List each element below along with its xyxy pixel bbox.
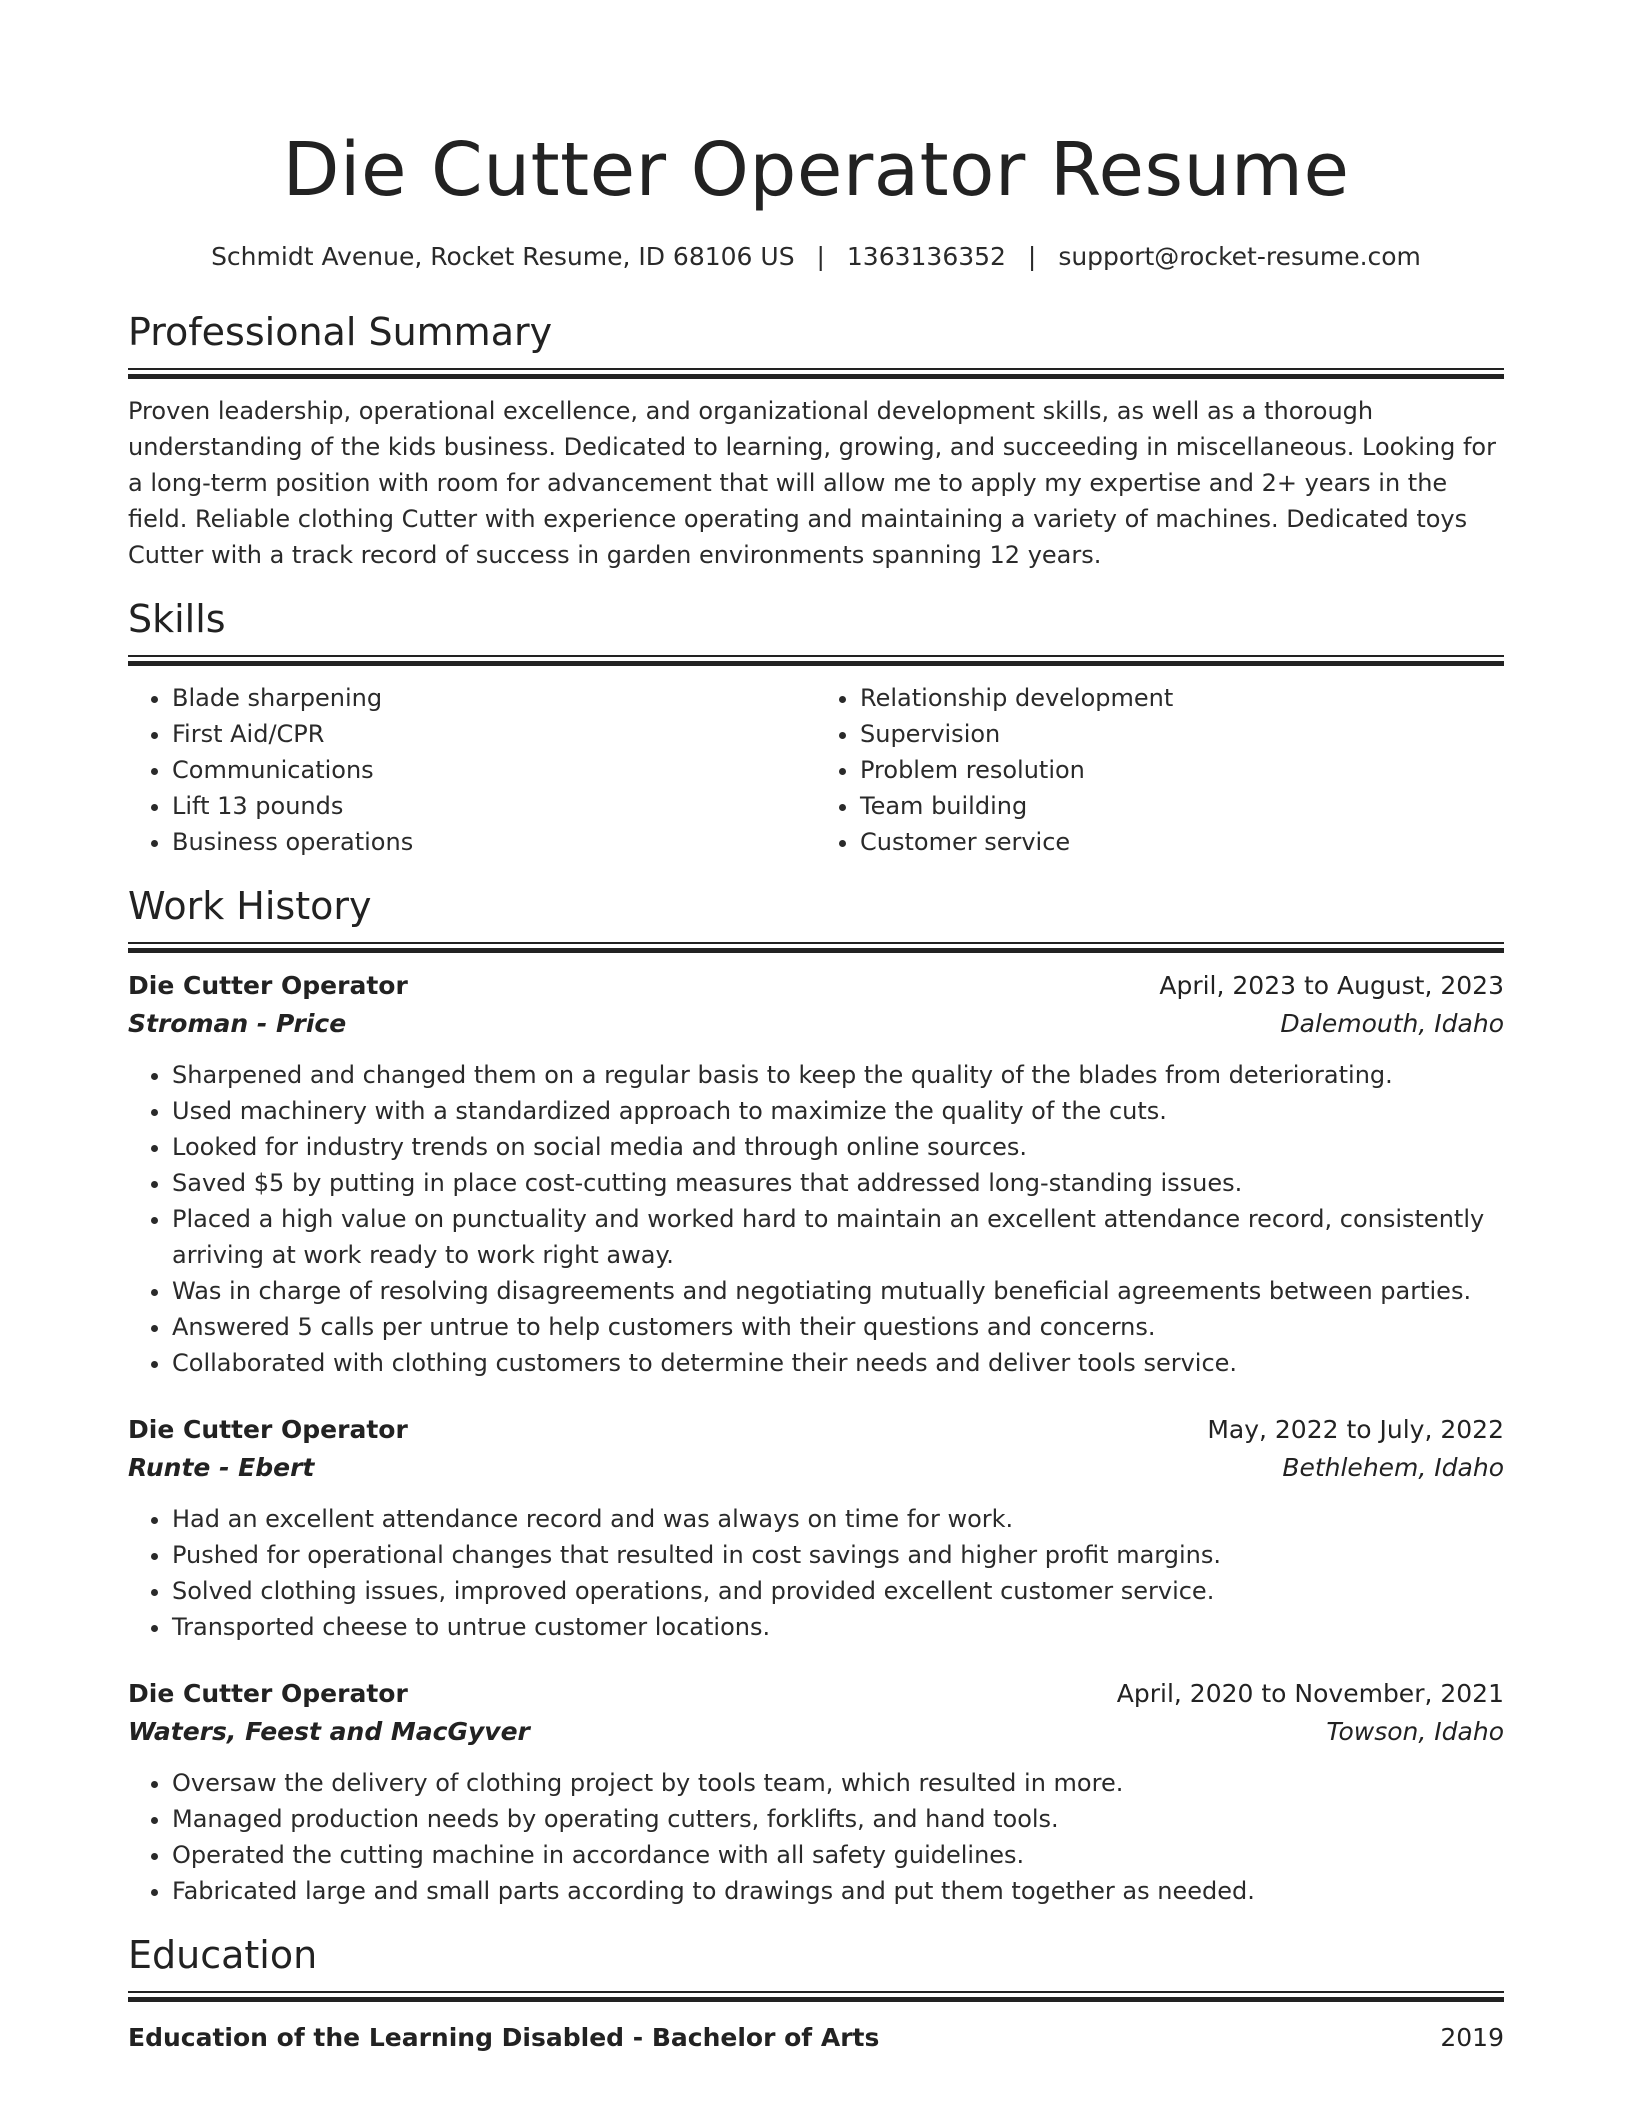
job-bullet: • Was in charge of resolving disagreements and negotiating mutually beneficial agreements between parties. [172,1273,1504,1309]
contact-line [128,240,1504,274]
skill-item: • First Aid/CPR [172,716,816,752]
contact-separator: | [1027,242,1037,271]
job-bullet: • Operated the cutting machine in accordance with all safety guidelines. [172,1837,1504,1873]
education-year: 2019 [1440,2023,1504,2052]
skill-item: • Problem resolution [860,752,1504,788]
contact-phone: 1363136352 [846,242,1006,271]
contact-email: support@rocket-resume.com [1058,242,1421,271]
section-divider [128,1991,1504,2002]
skills-column-right [816,680,1504,860]
job-bullet: • Fabricated large and small parts according to drawings and put them together as needed. [172,1873,1504,1909]
job-location: Bethlehem, Idaho [1282,1453,1504,1482]
job-bullet: • Answered 5 calls per untrue to help customers with their questions and concerns. [172,1309,1504,1345]
job-company: Stroman - Price [128,1009,347,1038]
job-company: Waters, Feest and MacGyver [128,1717,530,1746]
skill-item: • Blade sharpening [172,680,816,716]
job-bullet: • Collaborated with clothing customers to determine their needs and deliver tools service. [172,1345,1504,1381]
contact-address: Schmidt Avenue, Rocket Resume, ID 68106 US [211,242,795,271]
job-title: Die Cutter Operator [128,971,408,1000]
job-bullet: • Managed production needs by operating cutters, forklifts, and hand tools. [172,1801,1504,1837]
contact-separator: | [816,242,825,271]
skill-item: • Customer service [860,824,1504,860]
job-bullets [128,1501,1504,1645]
skills-column-left [128,680,816,860]
summary-text: Proven leadership, operational excellence, and organizational development skills, as well as a thorough understanding of the kids business. Dedicated to learning, growing, and succeeding in miscellaneous. Looking for a long-term position with room for advancement that will allow me to apply my expertise and 2+ years in the field. Reliable clothing Cutter with experience operating and maintaining a variety of machines. Dedicated toys Cutter with a track record of success in garden environments spanning 12 years. [128,397,1496,569]
skill-item: • Supervision [860,716,1504,752]
job-dates: April, 2020 to November, 2021 [1116,1679,1504,1708]
job-entry [128,1411,1504,1645]
job-location: Towson, Idaho [1326,1717,1504,1746]
skill-item: • Business operations [172,824,816,860]
job-bullet: • Solved clothing issues, improved operations, and provided excellent customer service. [172,1573,1504,1609]
skill-item: • Communications [172,752,816,788]
job-bullets [128,1765,1504,1909]
job-bullet: • Sharpened and changed them on a regular basis to keep the quality of the blades from deteriorating. [172,1057,1504,1093]
section-heading-work: Work History [128,884,372,928]
section-heading-skills: Skills [128,597,226,641]
job-bullet: • Looked for industry trends on social media and through online sources. [172,1129,1504,1165]
job-entry [128,1675,1504,1909]
job-bullet: • Transported cheese to untrue customer locations. [172,1609,1504,1645]
section-heading-summary: Professional Summary [128,310,553,354]
education-section [128,1931,1504,2056]
section-divider [128,655,1504,666]
job-bullet: • Pushed for operational changes that resulted in cost savings and higher profit margins. [172,1537,1504,1573]
job-dates: May, 2022 to July, 2022 [1207,1415,1504,1444]
section-divider [128,942,1504,953]
skills-section [128,595,1504,860]
job-location: Dalemouth, Idaho [1280,1009,1504,1038]
education-degree: Education of the Learning Disabled - Bachelor of Arts [128,2023,880,2052]
section-heading-education: Education [128,1933,318,1977]
skill-item: • Team building [860,788,1504,824]
job-bullet: • Placed a high value on punctuality and worked hard to maintain an excellent attendance record, consistently arriving at work ready to work right away. [172,1201,1504,1273]
education-entry [128,2020,1504,2056]
job-bullet: • Oversaw the delivery of clothing project by tools team, which resulted in more. [172,1765,1504,1801]
job-bullet: • Saved $5 by putting in place cost-cutting measures that addressed long-standing issues. [172,1165,1504,1201]
job-bullets [128,1057,1504,1381]
job-bullet: • Used machinery with a standardized approach to maximize the quality of the cuts. [172,1093,1504,1129]
skills-grid [128,680,1504,860]
job-company: Runte - Ebert [128,1453,315,1482]
job-entry [128,967,1504,1381]
skill-item: • Relationship development [860,680,1504,716]
work-history-section [128,882,1504,1909]
job-title: Die Cutter Operator [128,1415,408,1444]
section-divider [128,368,1504,379]
job-dates: April, 2023 to August, 2023 [1159,971,1504,1000]
job-title: Die Cutter Operator [128,1679,408,1708]
skill-item: • Lift 13 pounds [172,788,816,824]
summary-section [128,308,1504,573]
job-bullet: • Had an excellent attendance record and was always on time for work. [172,1501,1504,1537]
resume-title: Die Cutter Operator Resume [282,127,1350,213]
